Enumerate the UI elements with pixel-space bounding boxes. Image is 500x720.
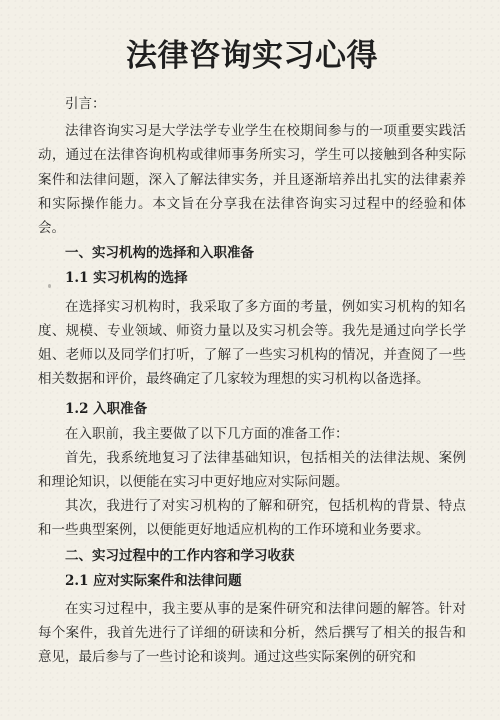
document-content [38,92,466,670]
section-heading-1: 一、实习机构的选择和入职准备 [65,245,254,262]
paragraph-preparation-first: 首先，我系统地复习了法律基础知识，包括相关的法律法规、案例和理论知识，以便能在实习中更好地应对实际问题。 [38,449,466,491]
paragraph-institution-selection: 在选择实习机构时，我采取了多方面的考量，例如实习机构的知名度、规模、专业领域、师资力量以及实习机会等。我先是通过向学长学姐、老师以及同学们打听，了解了一些实习机构的情况，并查阅了一些相关数据和评价，最终确定了几家较为理想的实习机构以备选择。 [38,298,466,388]
subsection-heading-2-1: 2.1 应对实际案件和法律问题 [65,572,242,589]
intro-label: 引言： [65,96,106,112]
intro-paragraph: 法律咨询实习是大学法学专业学生在校期间参与的一项重要实践活动，通过在法律咨询机构或律师事务所实习，学生可以接触到各种实际案件和法律问题，深入了解法律实务，并且逐渐培养出扎实的法律素养和实际操作能力。本文旨在分享我在法律咨询实习过程中的经验和体会。 [38,123,466,237]
section-heading-2: 二、实习过程中的工作内容和学习收获 [65,547,295,564]
paper-speck [48,284,51,288]
paragraph-preparation-intro: 在入职前，我主要做了以下几方面的准备工作： [65,425,349,442]
subsection-heading-1-1: 1.1 实习机构的选择 [65,270,188,287]
paragraph-preparation-second: 其次，我进行了对实习机构的了解和研究，包括机构的背景、特点和一些典型案例，以便能更好地适应机构的工作环境和业务要求。 [38,498,466,539]
subsection-heading-1-2: 1.2 入职准备 [65,401,148,418]
document-title: 法律咨询实习心得 [126,38,378,74]
paragraph-case-work: 在实习过程中，我主要从事的是案件研究和法律问题的解答。针对每个案件，我首先进行了详细的研读和分析，然后撰写了相关的报告和意见，最后参与了一些讨论和谈判。通过这些实际案例的研究和 [38,601,466,666]
